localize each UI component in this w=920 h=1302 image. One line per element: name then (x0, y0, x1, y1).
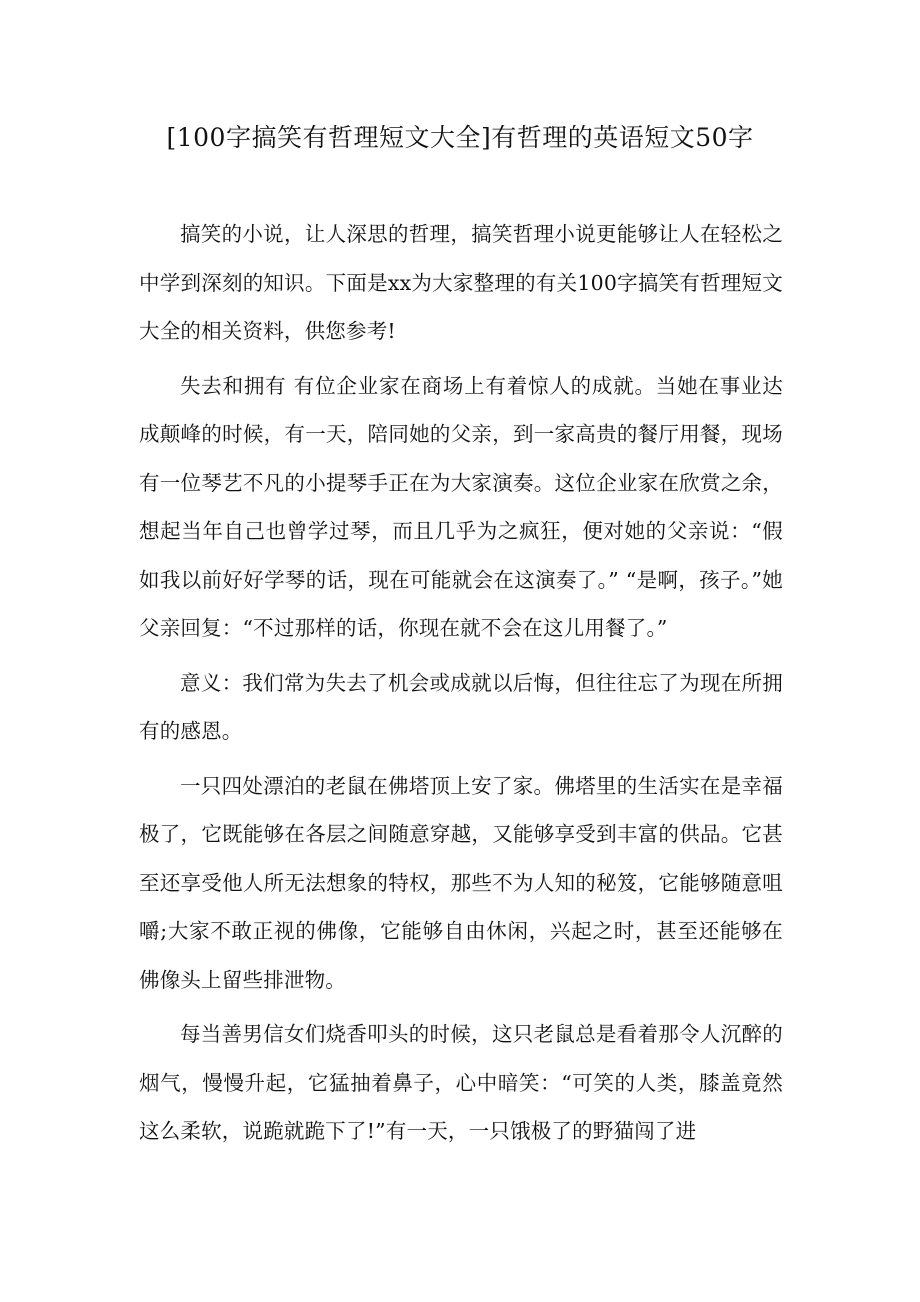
document-title: [100字搞笑有哲理短文大全]有哲理的英语短文50字 (166, 123, 754, 152)
paragraph-story-2: 一只四处漂泊的老鼠在佛塔顶上安了家。佛塔里的生活实在是幸福极了，它既能够在各层之间随意穿越，又能够享受到丰富的供品。它甚至还享受他人所无法想象的特权，那些不为人知的秘笈，它能够随意咀嚼;大家不敢正视的佛像，它能够自由休闲，兴起之时，甚至还能够在佛像头上留些排泄物。 (139, 773, 783, 992)
paragraph-story-1: 失去和拥有 有位企业家在商场上有着惊人的成就。当她在事业达成颠峰的时候，有一天，陪同她的父亲，到一家高贵的餐厅用餐，现场有一位琴艺不凡的小提琴手正在为大家演奏。这位企业家在欣赏之余，想起当年自己也曾学过琴，而且几乎为之疯狂，便对她的父亲说：“假如我以前好好学琴的话，现在可能就会在这演奏了。” “是啊，孩子。”她父亲回复：“不过那样的话，你现在就不会在这儿用餐了。” (139, 373, 783, 640)
paragraph-meaning: 意义：我们常为失去了机会或成就以后悔，但往往忘了为现在所拥有的感恩。 (139, 670, 783, 743)
document-body (139, 210, 783, 1162)
paragraph-story-2-continued: 每当善男信女们烧香叩头的时候，这只老鼠总是看着那令人沉醉的烟气，慢慢升起，它猛抽着鼻子，心中暗笑：“可笑的人类，膝盖竟然这么柔软，说跪就跪下了!”有一天，一只饿极了的野猫闯了进 (139, 1022, 783, 1143)
paragraph-intro: 搞笑的小说，让人深思的哲理，搞笑哲理小说更能够让人在轻松之中学到深刻的知识。下面是xx为大家整理的有关100字搞笑有哲理短文大全的相关资料，供您参考! (139, 222, 783, 343)
